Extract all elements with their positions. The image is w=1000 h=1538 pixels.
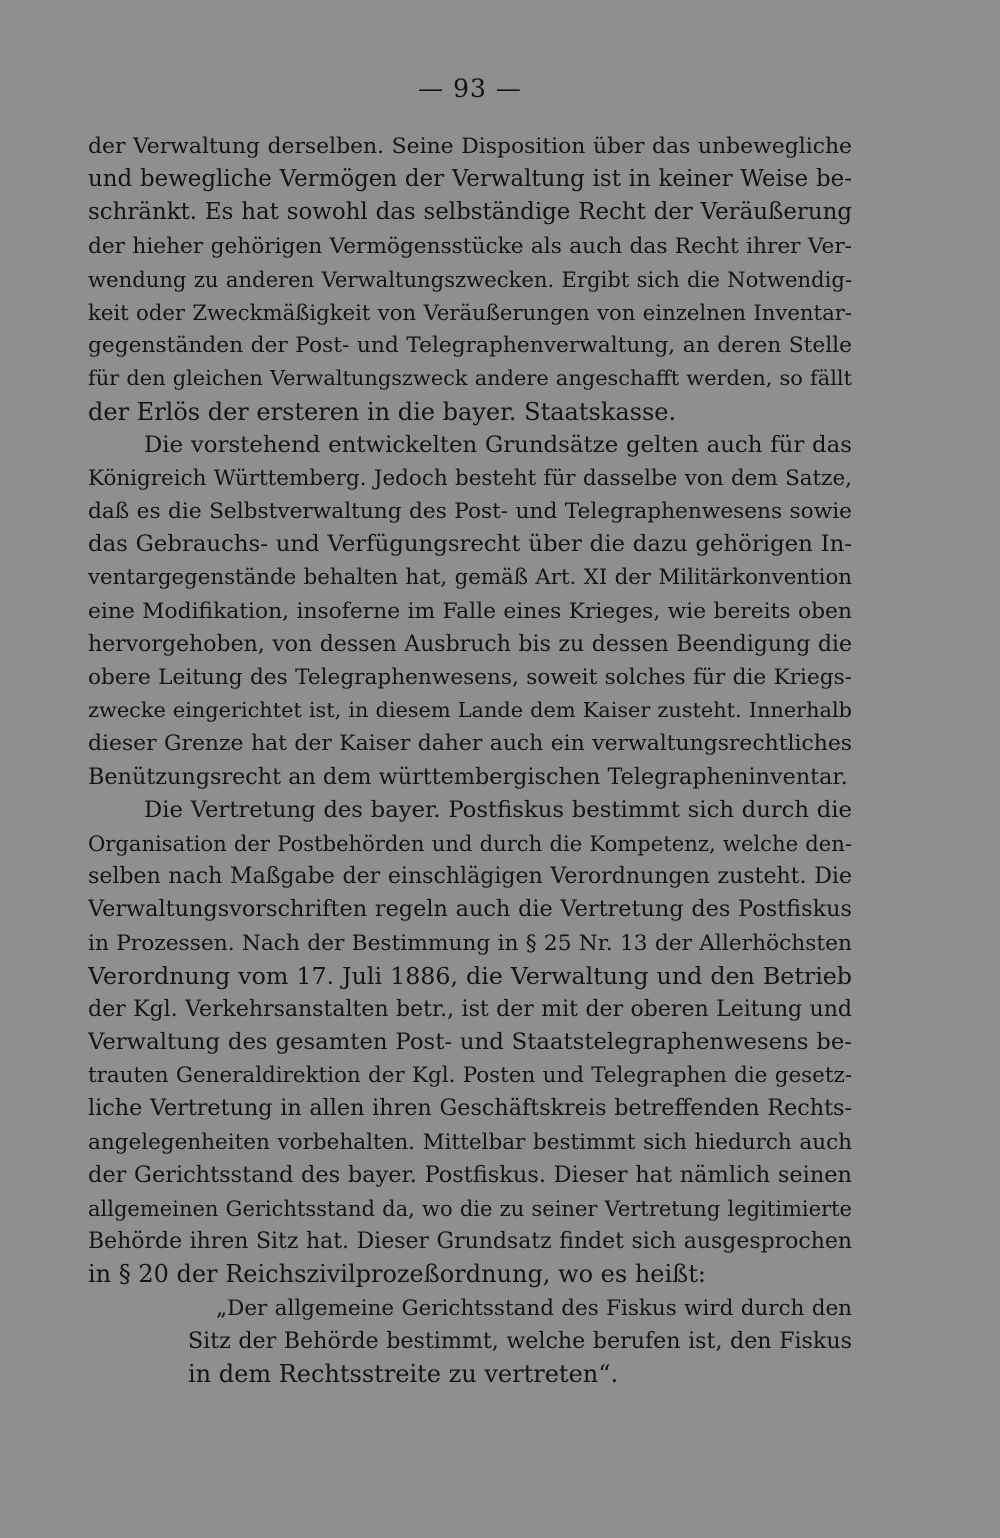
quote-line: „Der allgemeine Gerichtsstand des Fiskus wird durch den: [216, 1295, 852, 1321]
body-text: [88, 130, 852, 1391]
text-line: selben nach Maßgabe der einschlägigen Verordnungen zusteht. Die: [88, 864, 852, 890]
text-line: zwecke eingerichtet ist, in diesem Lande dem Kaiser zusteht. Innerhalb: [88, 698, 852, 723]
text-line: Die vorstehend entwickelten Grundsätze gelten auch für das: [144, 431, 852, 458]
text-line: der Gerichtsstand des bayer. Postfiskus. Dieser hat nämlich seinen: [88, 1161, 852, 1188]
block-quote: [88, 1292, 852, 1392]
text-line: Die Vertretung des bayer. Postfiskus bestimmt sich durch die: [144, 796, 852, 823]
text-line: der Kgl. Verkehrsanstalten betr., ist der mit der oberen Leitung und: [88, 996, 852, 1022]
quote-line: Sitz der Behörde bestimmt, welche berufen ist, den Fiskus: [188, 1327, 852, 1354]
text-line: das Gebrauchs- und Verfügungsrecht über die dazu gehörigen In-: [88, 531, 852, 558]
paragraph-1: [88, 130, 852, 429]
text-line: der Erlös der ersteren in die bayer. Staatskasse.: [88, 397, 677, 426]
text-line: gegenständen der Post- und Telegraphenverwaltung, an deren Stelle: [88, 333, 852, 359]
text-line: dieser Grenze hat der Kaiser daher auch ein verwaltungsrechtliches: [88, 731, 852, 757]
paragraph-3: [88, 794, 852, 1292]
text-line: hervorgehoben, von dessen Ausbruch bis zu dessen Beendigung die: [88, 631, 852, 657]
text-line: obere Leitung des Telegraphenwesens, soweit solches für die Kriegs-: [88, 665, 852, 690]
text-line: Verordnung vom 17. Juli 1886, die Verwaltung und den Betrieb: [88, 961, 852, 990]
text-line: liche Vertretung in allen ihren Geschäftskreis betreffenden Rechts-: [88, 1095, 852, 1122]
text-line: Benützungsrecht an dem württembergischen Telegrapheninventar.: [88, 763, 848, 790]
text-line: eine Modifikation, insoferne im Falle eines Krieges, wie bereits oben: [88, 598, 852, 624]
text-line: schränkt. Es hat sowohl das selbständige Recht der Veräußerung: [88, 199, 852, 226]
text-line: wendung zu anderen Verwaltungszwecken. Ergibt sich die Notwendig-: [88, 266, 852, 292]
text-line: Behörde ihren Sitz hat. Dieser Grundsatz findet sich ausgesprochen: [88, 1229, 852, 1255]
text-line: und bewegliche Vermögen der Verwaltung ist in keiner Weise be-: [88, 166, 852, 193]
text-line: in § 20 der Reichszivilprozeßordnung, wo es heißt:: [88, 1260, 706, 1289]
text-line: der Verwaltung derselben. Seine Disposition über das unbewegliche: [88, 134, 852, 159]
text-line: Verwaltung des gesamten Post- und Staatstelegraphenwesens be-: [88, 1029, 852, 1056]
text-line: Königreich Württemberg. Jedoch besteht für dasselbe von dem Satze,: [88, 465, 852, 491]
text-line: in Prozessen. Nach der Bestimmung in § 25 Nr. 13 der Allerhöchsten: [88, 930, 852, 956]
text-line: der hieher gehörigen Vermögensstücke als auch das Recht ihrer Ver-: [88, 233, 852, 259]
text-line: Verwaltungsvorschriften regeln auch die Vertretung des Postfiskus: [88, 896, 852, 923]
text-line: angelegenheiten vorbehalten. Mittelbar bestimmt sich hiedurch auch: [88, 1129, 852, 1155]
text-line: allgemeinen Gerichtsstand da, wo die zu seiner Vertretung legitimierte: [88, 1196, 852, 1221]
text-line: keit oder Zweckmäßigkeit von Veräußerungen von einzelnen Inventar-: [88, 299, 852, 325]
text-line: trauten Generaldirektion der Kgl. Posten und Telegraphen die gesetz-: [88, 1063, 852, 1089]
text-line: ventargegenstände behalten hat, gemäß Art. XI der Militärkonvention: [88, 565, 852, 591]
text-line: daß es die Selbstverwaltung des Post- und Telegraphenwesens sowie: [88, 499, 852, 525]
paragraph-2: [88, 429, 852, 794]
page-number: — 93 —: [418, 74, 522, 103]
text-line: Organisation der Postbehörden und durch die Kompetenz, welche den-: [88, 830, 852, 856]
quote-line: in dem Rechtsstreite zu vertreten“.: [188, 1359, 619, 1388]
text-line: für den gleichen Verwaltungszweck andere angeschafft werden, so fällt: [88, 366, 852, 391]
